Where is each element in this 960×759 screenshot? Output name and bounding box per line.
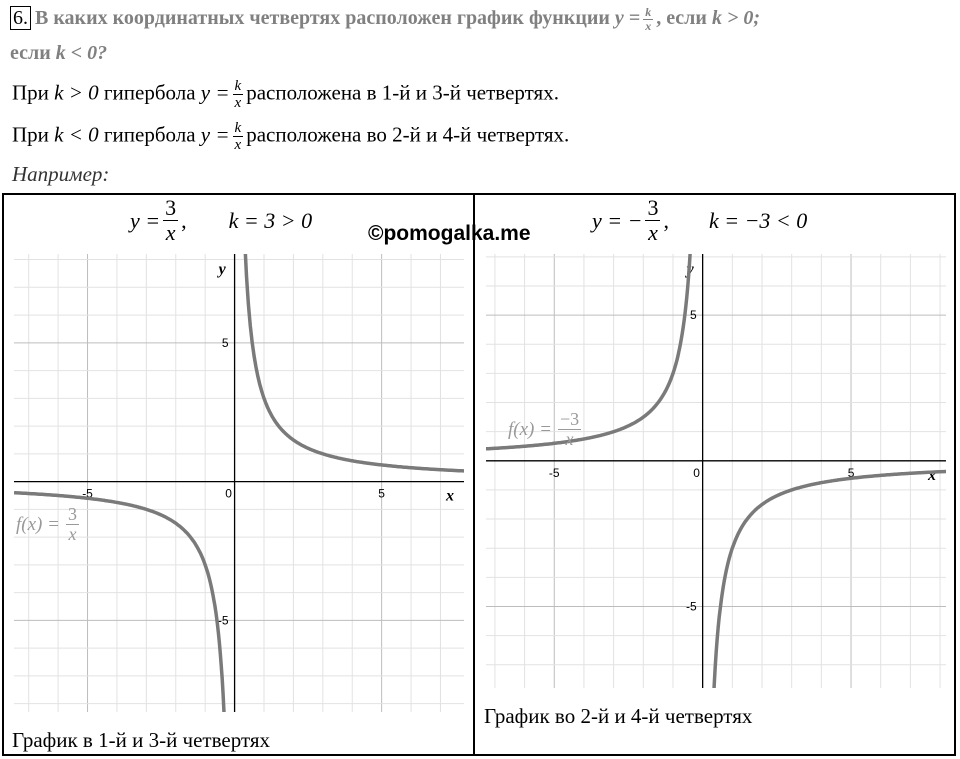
answer-equation: y = (200, 122, 230, 147)
right-formula-fraction: $\frac{3}{x}$ (647, 195, 659, 245)
x-tick-label: 0 (225, 486, 232, 501)
answer-fraction: $\frac{k}{x}$ (234, 120, 242, 153)
left-formula-fraction: $\frac{3}{x}$ (165, 195, 177, 245)
answer-condition: k > 0 (54, 80, 99, 105)
left-formula-k: k = 3 > 0 (228, 207, 313, 233)
y-axis-label: y (218, 261, 226, 278)
left-formula (130, 196, 312, 245)
left-legend-fx: f(x) = (16, 513, 60, 535)
y-tick-label: -5 (685, 599, 697, 614)
left-chart (14, 254, 464, 712)
answer-condition: k < 0 (54, 122, 99, 147)
question-fraction: $\frac{k}{x}$ (645, 5, 652, 33)
y-axis-label: y (686, 261, 694, 278)
y-tick-label: 5 (221, 335, 229, 350)
x-tick-label: 5 (378, 486, 385, 501)
question-tail: , если (656, 7, 707, 30)
right-formula (592, 196, 807, 245)
question-equation: y = (614, 7, 641, 30)
answer-text: гипербола (103, 122, 196, 147)
right-caption: График во 2-й и 4-й четвертях (484, 704, 753, 728)
right-legend-fraction: $\frac{-3}{x}$ (559, 409, 580, 449)
x-axis-label: x (446, 487, 454, 505)
answer-line-1 (12, 78, 559, 111)
left-formula-sep: , (181, 207, 187, 233)
answer-text: расположена в 1-й и 3-й четвертях. (246, 80, 559, 105)
right-formula-k: k = −3 < 0 (708, 207, 808, 233)
right-formula-y: y = − (592, 207, 643, 233)
panel-divider (473, 193, 475, 756)
right-formula-sep: , (663, 207, 669, 233)
answer-text: гипербола (103, 80, 196, 105)
answer-text: При (12, 122, 49, 147)
left-formula-y: y = (130, 207, 161, 233)
curve-branch-positive-x (704, 472, 946, 689)
question-condition-2: k < 0? (55, 42, 108, 64)
question-line2-pre: если (10, 42, 51, 64)
x-tick-label: 0 (693, 465, 700, 480)
answer-text: При (12, 80, 49, 105)
left-legend-fraction: $\frac{3}{x}$ (67, 504, 77, 544)
right-legend-fx: f(x) = (508, 418, 552, 440)
left-caption: График в 1-й и 3-й четвертях (12, 728, 271, 752)
example-label: Например: (12, 162, 110, 186)
y-tick-label: -5 (217, 613, 229, 628)
x-tick-label: 5 (847, 465, 855, 480)
answer-fraction: $\frac{k}{x}$ (234, 78, 242, 111)
answer-equation: y = (200, 80, 230, 105)
answer-line-2 (12, 120, 569, 153)
right-chart (486, 254, 946, 688)
question-line-2 (10, 42, 107, 65)
curve-branch-positive-x (236, 254, 464, 471)
question-number: 6. (10, 6, 31, 30)
y-tick-label: 5 (689, 308, 697, 323)
question-condition-1: k > 0; (711, 7, 760, 30)
x-tick-label: -5 (548, 465, 560, 480)
question-text: В каких координатных четвертях расположен график функции (35, 7, 610, 30)
x-tick-label: -5 (82, 486, 93, 501)
right-legend (508, 410, 584, 449)
left-legend (16, 505, 82, 544)
watermark: ©pomogalka.me (368, 222, 531, 245)
question-line-1 (10, 6, 760, 33)
x-axis-label: x (928, 466, 936, 484)
answer-text: расположена во 2-й и 4-й четвертях. (246, 122, 570, 147)
